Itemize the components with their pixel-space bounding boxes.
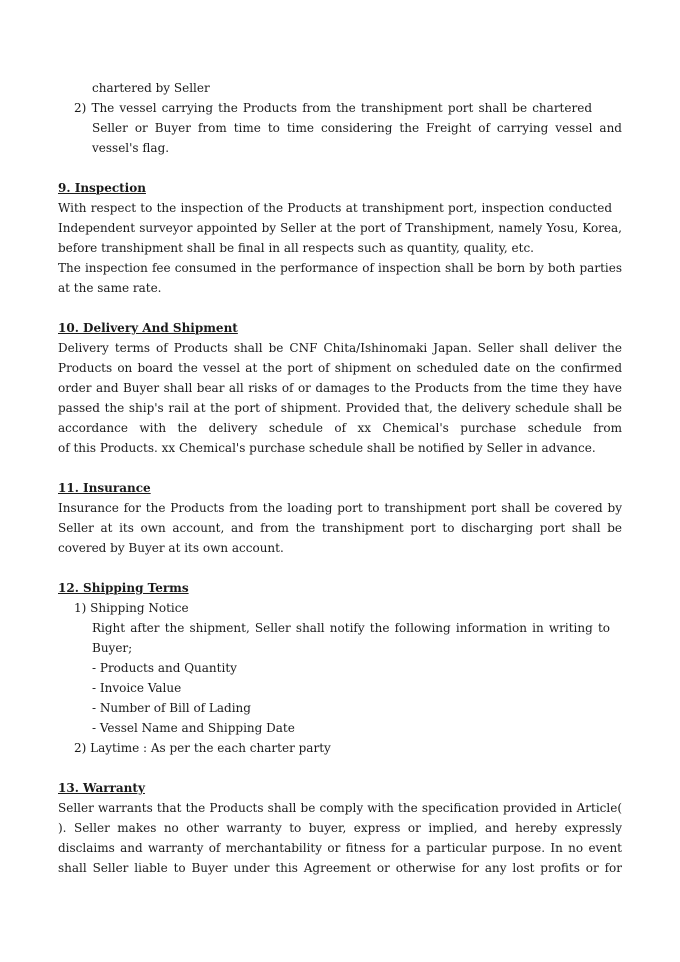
section-heading: 11. Insurance: [58, 481, 151, 495]
text-line: Seller or Buyer from time to time considering the Freight of carrying vessel and: [92, 121, 622, 135]
text-line: at the same rate.: [58, 281, 162, 295]
section-heading: 12. Shipping Terms: [58, 581, 189, 595]
text-line: Delivery terms of Products shall be CNF Chita/Ishinomaki Japan. Seller shall deliver the: [58, 341, 622, 355]
text-line: Seller warrants that the Products shall be comply with the specification provided in Article(: [58, 801, 622, 815]
text-line: vessel's flag.: [92, 141, 170, 155]
text-line: 2) The vessel carrying the Products from the transhipment port shall be chartered: [74, 101, 592, 115]
text-line: Right after the shipment, Seller shall notify the following information in writing to: [92, 621, 610, 635]
list-item: - Number of Bill of Lading: [92, 701, 251, 715]
list-item: - Invoice Value: [92, 681, 182, 695]
text-line: before transhipment shall be final in all respects such as quantity, quality, etc.: [58, 241, 534, 255]
text-line: ). Seller makes no other warranty to buyer, express or implied, and hereby expressly: [58, 821, 622, 835]
text-line: With respect to the inspection of the Products at transhipment port, inspection conducted: [58, 201, 612, 215]
text-line: The inspection fee consumed in the performance of inspection shall be born by both parties: [58, 261, 622, 275]
section-heading: 9. Inspection: [58, 181, 146, 195]
text-line: covered by Buyer at its own account.: [58, 541, 284, 555]
text-line: Products on board the vessel at the port of shipment on scheduled date on the confirmed: [58, 361, 622, 375]
section-heading: 10. Delivery And Shipment: [58, 321, 238, 335]
text-line: order and Buyer shall bear all risks of or damages to the Products from the time they have: [58, 381, 622, 395]
text-line: Insurance for the Products from the loading port to transhipment port shall be covered by: [58, 501, 622, 515]
text-line: of this Products. xx Chemical's purchase schedule shall be notified by Seller in advance.: [58, 441, 596, 455]
text-line: Seller at its own account, and from the transhipment port to discharging port shall be: [58, 521, 622, 535]
section-heading: 13. Warranty: [58, 781, 145, 795]
text-line: accordance with the delivery schedule of xx Chemical's purchase schedule from: [58, 421, 622, 435]
list-item: - Products and Quantity: [92, 661, 237, 675]
text-line: chartered by Seller: [92, 81, 210, 95]
text-line: 2) Laytime : As per the each charter party: [74, 741, 331, 755]
text-line: passed the ship's rail at the port of shipment. Provided that, the delivery schedule shall be: [58, 401, 622, 415]
text-line: shall Seller liable to Buyer under this Agreement or otherwise for any lost profits or for: [58, 861, 622, 875]
text-line: 1) Shipping Notice: [74, 601, 189, 615]
text-line: Independent surveyor appointed by Seller at the port of Transhipment, namely Yosu, Korea,: [58, 221, 622, 235]
text-line: Buyer;: [92, 641, 133, 655]
text-line: disclaims and warranty of merchantability or fitness for a particular purpose. In no event: [58, 841, 622, 855]
list-item: - Vessel Name and Shipping Date: [92, 721, 295, 735]
